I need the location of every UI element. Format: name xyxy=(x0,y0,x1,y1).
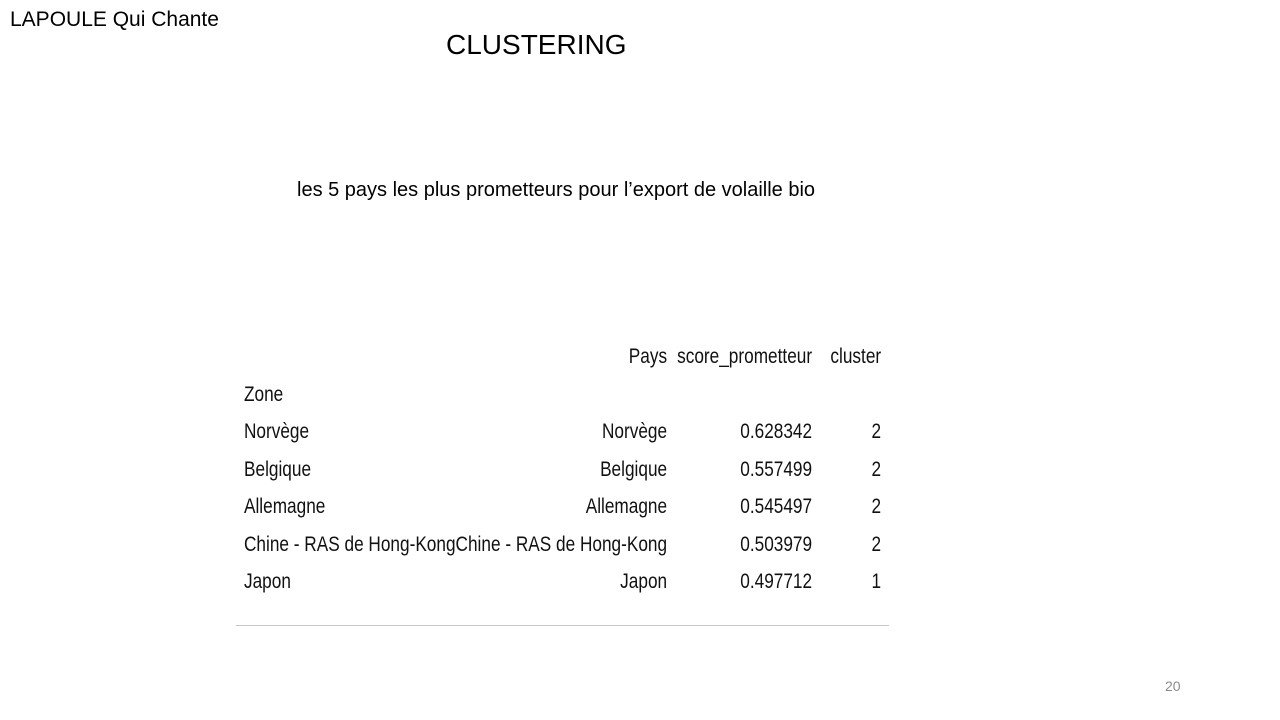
index-name-zone: Zone xyxy=(244,382,284,406)
pays-cell: Belgique xyxy=(600,457,668,481)
zone-cell: Allemagne xyxy=(244,495,326,518)
pays-cell: Japon xyxy=(620,570,668,593)
dataframe-screenshot xyxy=(236,338,889,626)
score-cell: 0.545497 xyxy=(740,495,813,518)
country-score-table xyxy=(244,338,881,601)
score-cell: 0.503979 xyxy=(740,532,813,556)
pays-cell: Norvège xyxy=(601,420,668,443)
column-header-pays: Pays xyxy=(628,345,668,368)
index-column-header xyxy=(244,338,456,376)
column-header-score-prometteur: score_prometteur xyxy=(677,345,813,368)
index-name-row xyxy=(244,376,881,414)
slide-subtitle: les 5 pays les plus prometteurs pour l’export de volaille bio xyxy=(297,179,816,201)
column-header-cluster: cluster xyxy=(830,345,882,368)
zone-cell: Japon xyxy=(244,570,291,593)
pays-cell: Chine - RAS de Hong-Kong xyxy=(455,532,668,556)
score-cell: 0.557499 xyxy=(740,457,813,481)
cluster-cell: 1 xyxy=(871,570,882,593)
cluster-cell: 2 xyxy=(871,420,882,443)
table-row xyxy=(244,563,881,601)
cluster-cell: 2 xyxy=(871,532,882,556)
slide-title: CLUSTERING xyxy=(446,29,627,60)
table-row xyxy=(244,451,881,489)
score-cell: 0.628342 xyxy=(740,420,813,443)
pays-cell: Allemagne xyxy=(585,495,668,518)
slide-page-number: 20 xyxy=(1165,678,1181,694)
zone-cell: Belgique xyxy=(244,457,312,481)
presentation-brand: LAPOULE Qui Chante xyxy=(10,8,219,31)
table-row xyxy=(244,413,881,451)
zone-cell: Chine - RAS de Hong-Kong xyxy=(244,532,456,556)
table-row xyxy=(244,526,881,564)
zone-cell: Norvège xyxy=(244,420,310,443)
cluster-cell: 2 xyxy=(871,495,882,518)
table-row xyxy=(244,488,881,526)
cluster-cell: 2 xyxy=(871,457,882,481)
column-header-row xyxy=(244,338,881,376)
score-cell: 0.497712 xyxy=(740,570,813,593)
